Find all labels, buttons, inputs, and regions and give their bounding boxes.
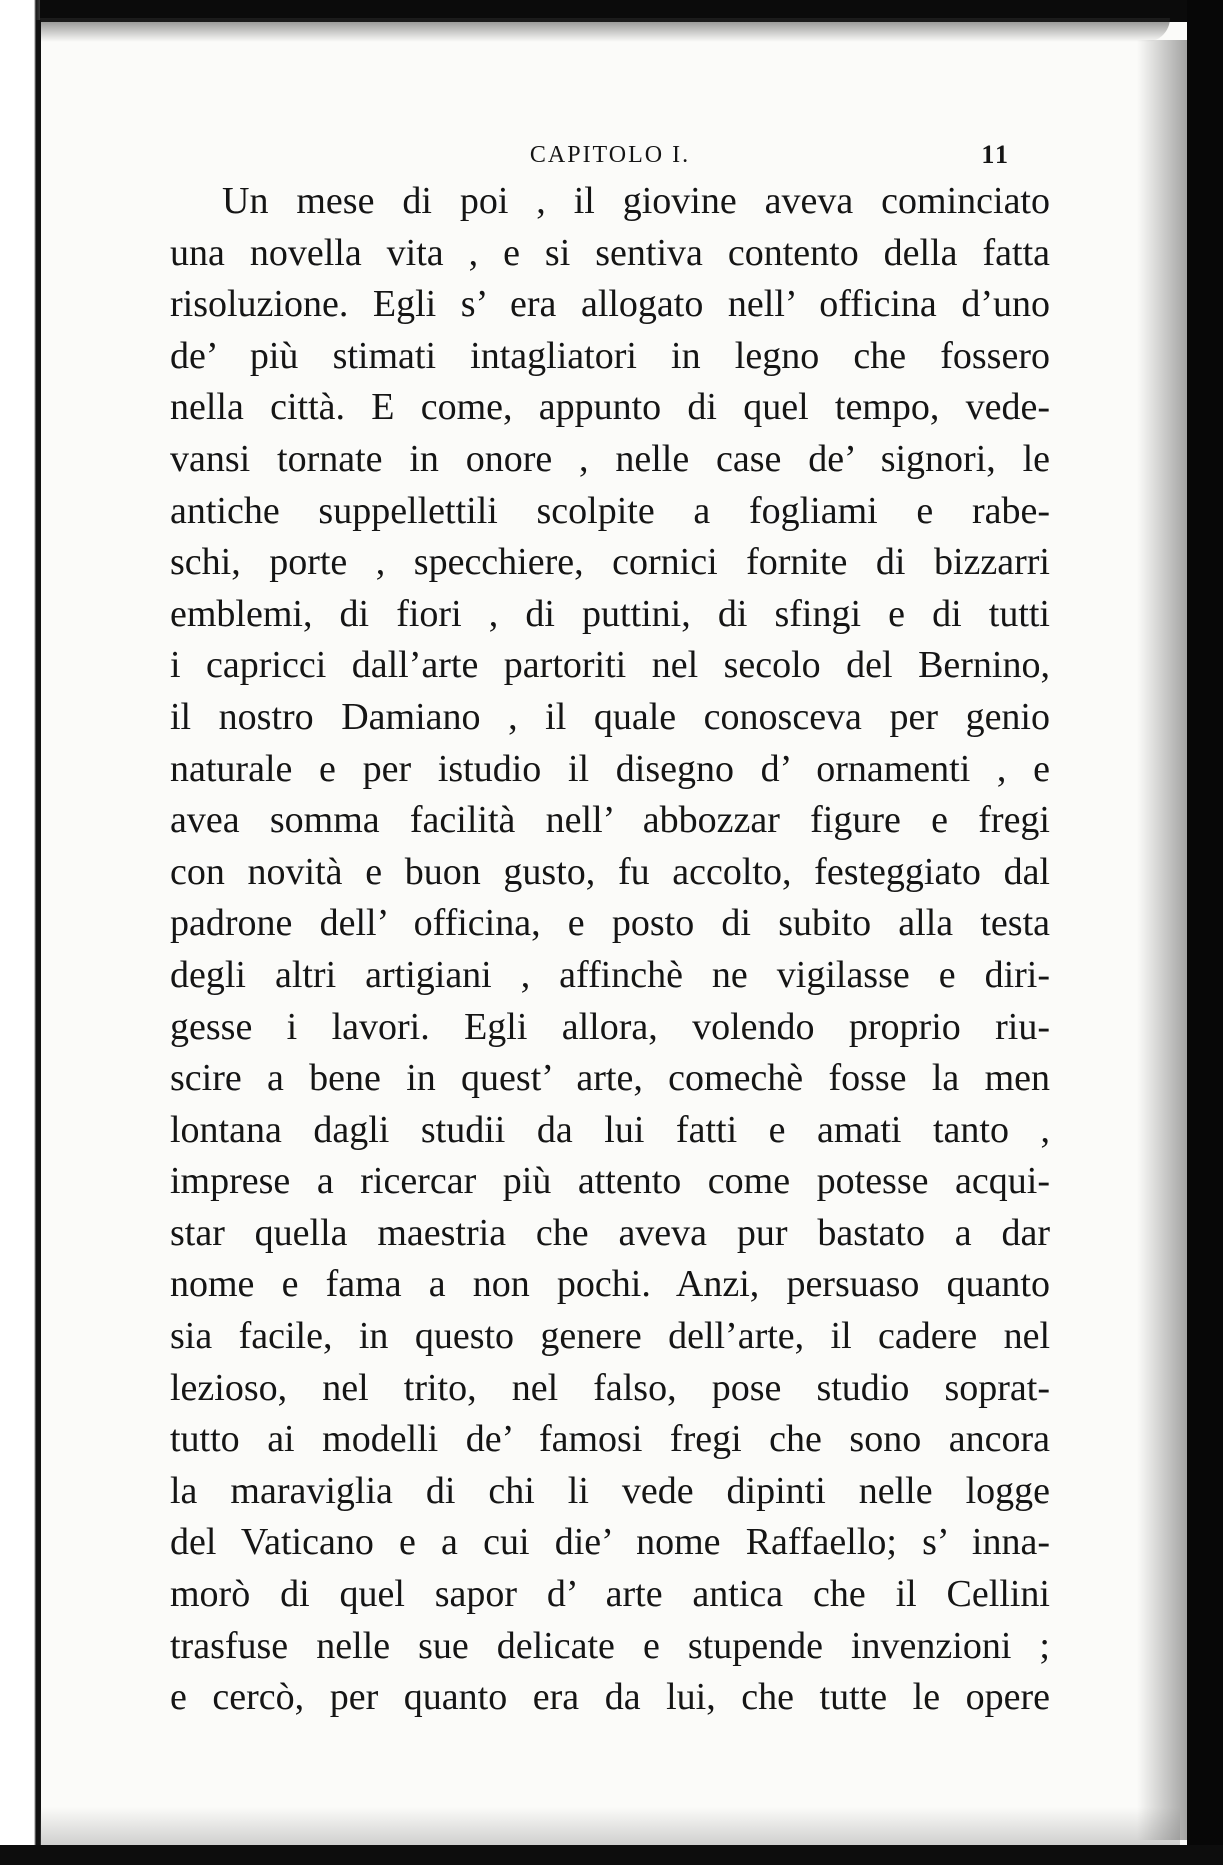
- text-line: una novella vita , e si sentiva contento della fatta: [170, 231, 1050, 274]
- text-line: lezioso, nel trito, nel falso, pose studio soprat-: [170, 1366, 1050, 1409]
- text-line: con novità e buon gusto, fu accolto, festeggiato dal: [170, 850, 1050, 893]
- text-line: gesse i lavori. Egli allora, volendo proprio riu-: [170, 1005, 1050, 1048]
- text-line: degli altri artigiani , affinchè ne vigilasse e diri-: [170, 953, 1050, 996]
- text-line: de’ più stimati intagliatori in legno che fossero: [170, 334, 1050, 377]
- text-line: star quella maestria che aveva pur bastato a dar: [170, 1211, 1050, 1254]
- text-line: tutto ai modelli de’ famosi fregi che sono ancora: [170, 1418, 1050, 1461]
- text-line: nome e fama a non pochi. Anzi, persuaso quanto: [170, 1263, 1050, 1306]
- running-head: [170, 138, 1050, 178]
- chapter-title: CAPITOLO I.: [529, 142, 691, 168]
- text-line: padrone dell’ officina, e posto di subito alla testa: [170, 902, 1050, 945]
- text-line: naturale e per istudio il disegno d’ ornamenti , e: [170, 747, 1050, 790]
- text-line: risoluzione. Egli s’ era allogato nell’ officina d’uno: [170, 283, 1050, 326]
- text-line: imprese a ricercar più attento come potesse acqui-: [170, 1160, 1050, 1203]
- text-line: trasfuse nelle sue delicate e stupende invenzioni ;: [170, 1624, 1050, 1667]
- text-line: schi, porte , specchiere, cornici fornite di bizzarri: [170, 541, 1050, 584]
- text-line: e cercò, per quanto era da lui, che tutte le opere: [170, 1676, 1050, 1719]
- text-line: Un mese di poi , il giovine aveva cominciato: [222, 180, 1050, 222]
- text-line: antiche suppellettili scolpite a fogliami e rabe-: [170, 489, 1050, 532]
- text-line: emblemi, di fiori , di puttini, di sfingi e di tutti: [170, 592, 1050, 635]
- body-text: [170, 176, 1050, 1724]
- text-line: i capricci dall’arte partoriti nel secolo del Bernino,: [170, 644, 1050, 687]
- text-line: nella città. E come, appunto di quel tempo, vede-: [170, 386, 1050, 429]
- text-line: lontana dagli studii da lui fatti e amati tanto ,: [170, 1108, 1050, 1151]
- text-line: morò di quel sapor d’ arte antica che il Cellini: [170, 1573, 1050, 1616]
- text-line: la maraviglia di chi li vede dipinti nelle logge: [170, 1469, 1050, 1512]
- text-line: vansi tornate in onore , nelle case de’ signori, le: [170, 437, 1050, 480]
- text-line: avea somma facilità nell’ abbozzar figure e fregi: [170, 799, 1050, 842]
- page-number: 11: [981, 140, 1010, 169]
- text-line: del Vaticano e a cui die’ nome Raffaello; s’ inna-: [170, 1521, 1050, 1564]
- text-line: il nostro Damiano , il quale conosceva per genio: [170, 695, 1050, 738]
- text-line: sia facile, in questo genere dell’arte, il cadere nel: [170, 1315, 1050, 1358]
- text-line: scire a bene in quest’ arte, comechè fosse la men: [170, 1057, 1050, 1100]
